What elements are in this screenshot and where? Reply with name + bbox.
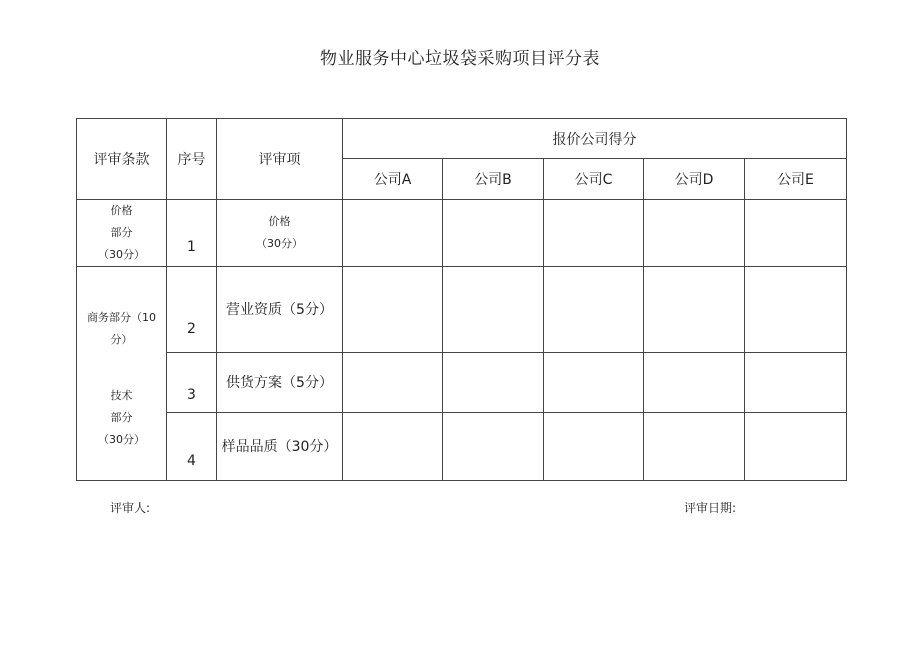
score-cell[interactable] — [443, 413, 544, 481]
score-cell[interactable] — [343, 413, 443, 481]
score-cell[interactable] — [745, 413, 847, 481]
score-cell[interactable] — [644, 353, 745, 413]
review-item: 样品品质（30分） — [217, 413, 343, 481]
score-cell[interactable] — [343, 353, 443, 413]
header-company-group: 报价公司得分 — [343, 119, 847, 159]
score-cell[interactable] — [544, 353, 644, 413]
score-cell[interactable] — [644, 200, 745, 267]
header-category: 评审条款 — [77, 119, 167, 200]
page-title: 物业服务中心垃圾袋采购项目评分表 — [320, 49, 600, 69]
category-tech-line: 技术 — [110, 389, 133, 402]
category-price — [77, 200, 167, 267]
score-cell[interactable] — [644, 413, 745, 481]
review-item: 供货方案（5分） — [217, 353, 343, 413]
review-item-line: （30分） — [256, 237, 303, 250]
category-tech-line: （30分） — [98, 433, 145, 446]
row-number: 2 — [167, 267, 217, 353]
header-company-a: 公司A — [343, 159, 443, 200]
score-cell[interactable] — [544, 267, 644, 353]
header-item: 评审项 — [217, 119, 343, 200]
header-company-e: 公司E — [745, 159, 847, 200]
score-cell[interactable] — [745, 200, 847, 267]
category-business-line: 分） — [110, 333, 133, 346]
header-company-b: 公司B — [443, 159, 544, 200]
score-cell[interactable] — [544, 413, 644, 481]
table-row — [77, 200, 847, 267]
row-number: 1 — [167, 200, 217, 267]
review-item-line: 价格 — [268, 215, 291, 228]
score-table — [76, 118, 847, 481]
review-item — [217, 200, 343, 267]
category-business-line: 商务部分（10 — [87, 311, 156, 324]
score-cell[interactable] — [644, 267, 745, 353]
table-row — [77, 267, 847, 353]
category-business-tech — [77, 267, 167, 481]
reviewer-label: 评审人: — [110, 501, 151, 515]
review-item: 营业资质（5分） — [217, 267, 343, 353]
score-cell[interactable] — [544, 200, 644, 267]
row-number: 4 — [167, 413, 217, 481]
review-date-label: 评审日期: — [684, 501, 737, 515]
table-row — [77, 353, 847, 413]
header-number: 序号 — [167, 119, 217, 200]
category-price-line: （30分） — [98, 248, 145, 261]
category-price-line: 价格 — [110, 204, 133, 217]
category-price-line: 部分 — [110, 226, 133, 239]
score-cell[interactable] — [443, 267, 544, 353]
score-cell[interactable] — [745, 267, 847, 353]
header-row-1 — [77, 119, 847, 159]
category-tech-line: 部分 — [110, 411, 133, 424]
score-cell[interactable] — [343, 267, 443, 353]
score-cell[interactable] — [443, 200, 544, 267]
header-company-d: 公司D — [644, 159, 745, 200]
table-row — [77, 413, 847, 481]
header-company-c: 公司C — [544, 159, 644, 200]
score-cell[interactable] — [745, 353, 847, 413]
score-cell[interactable] — [443, 353, 544, 413]
row-number: 3 — [167, 353, 217, 413]
category-spacer — [77, 351, 166, 385]
score-cell[interactable] — [343, 200, 443, 267]
